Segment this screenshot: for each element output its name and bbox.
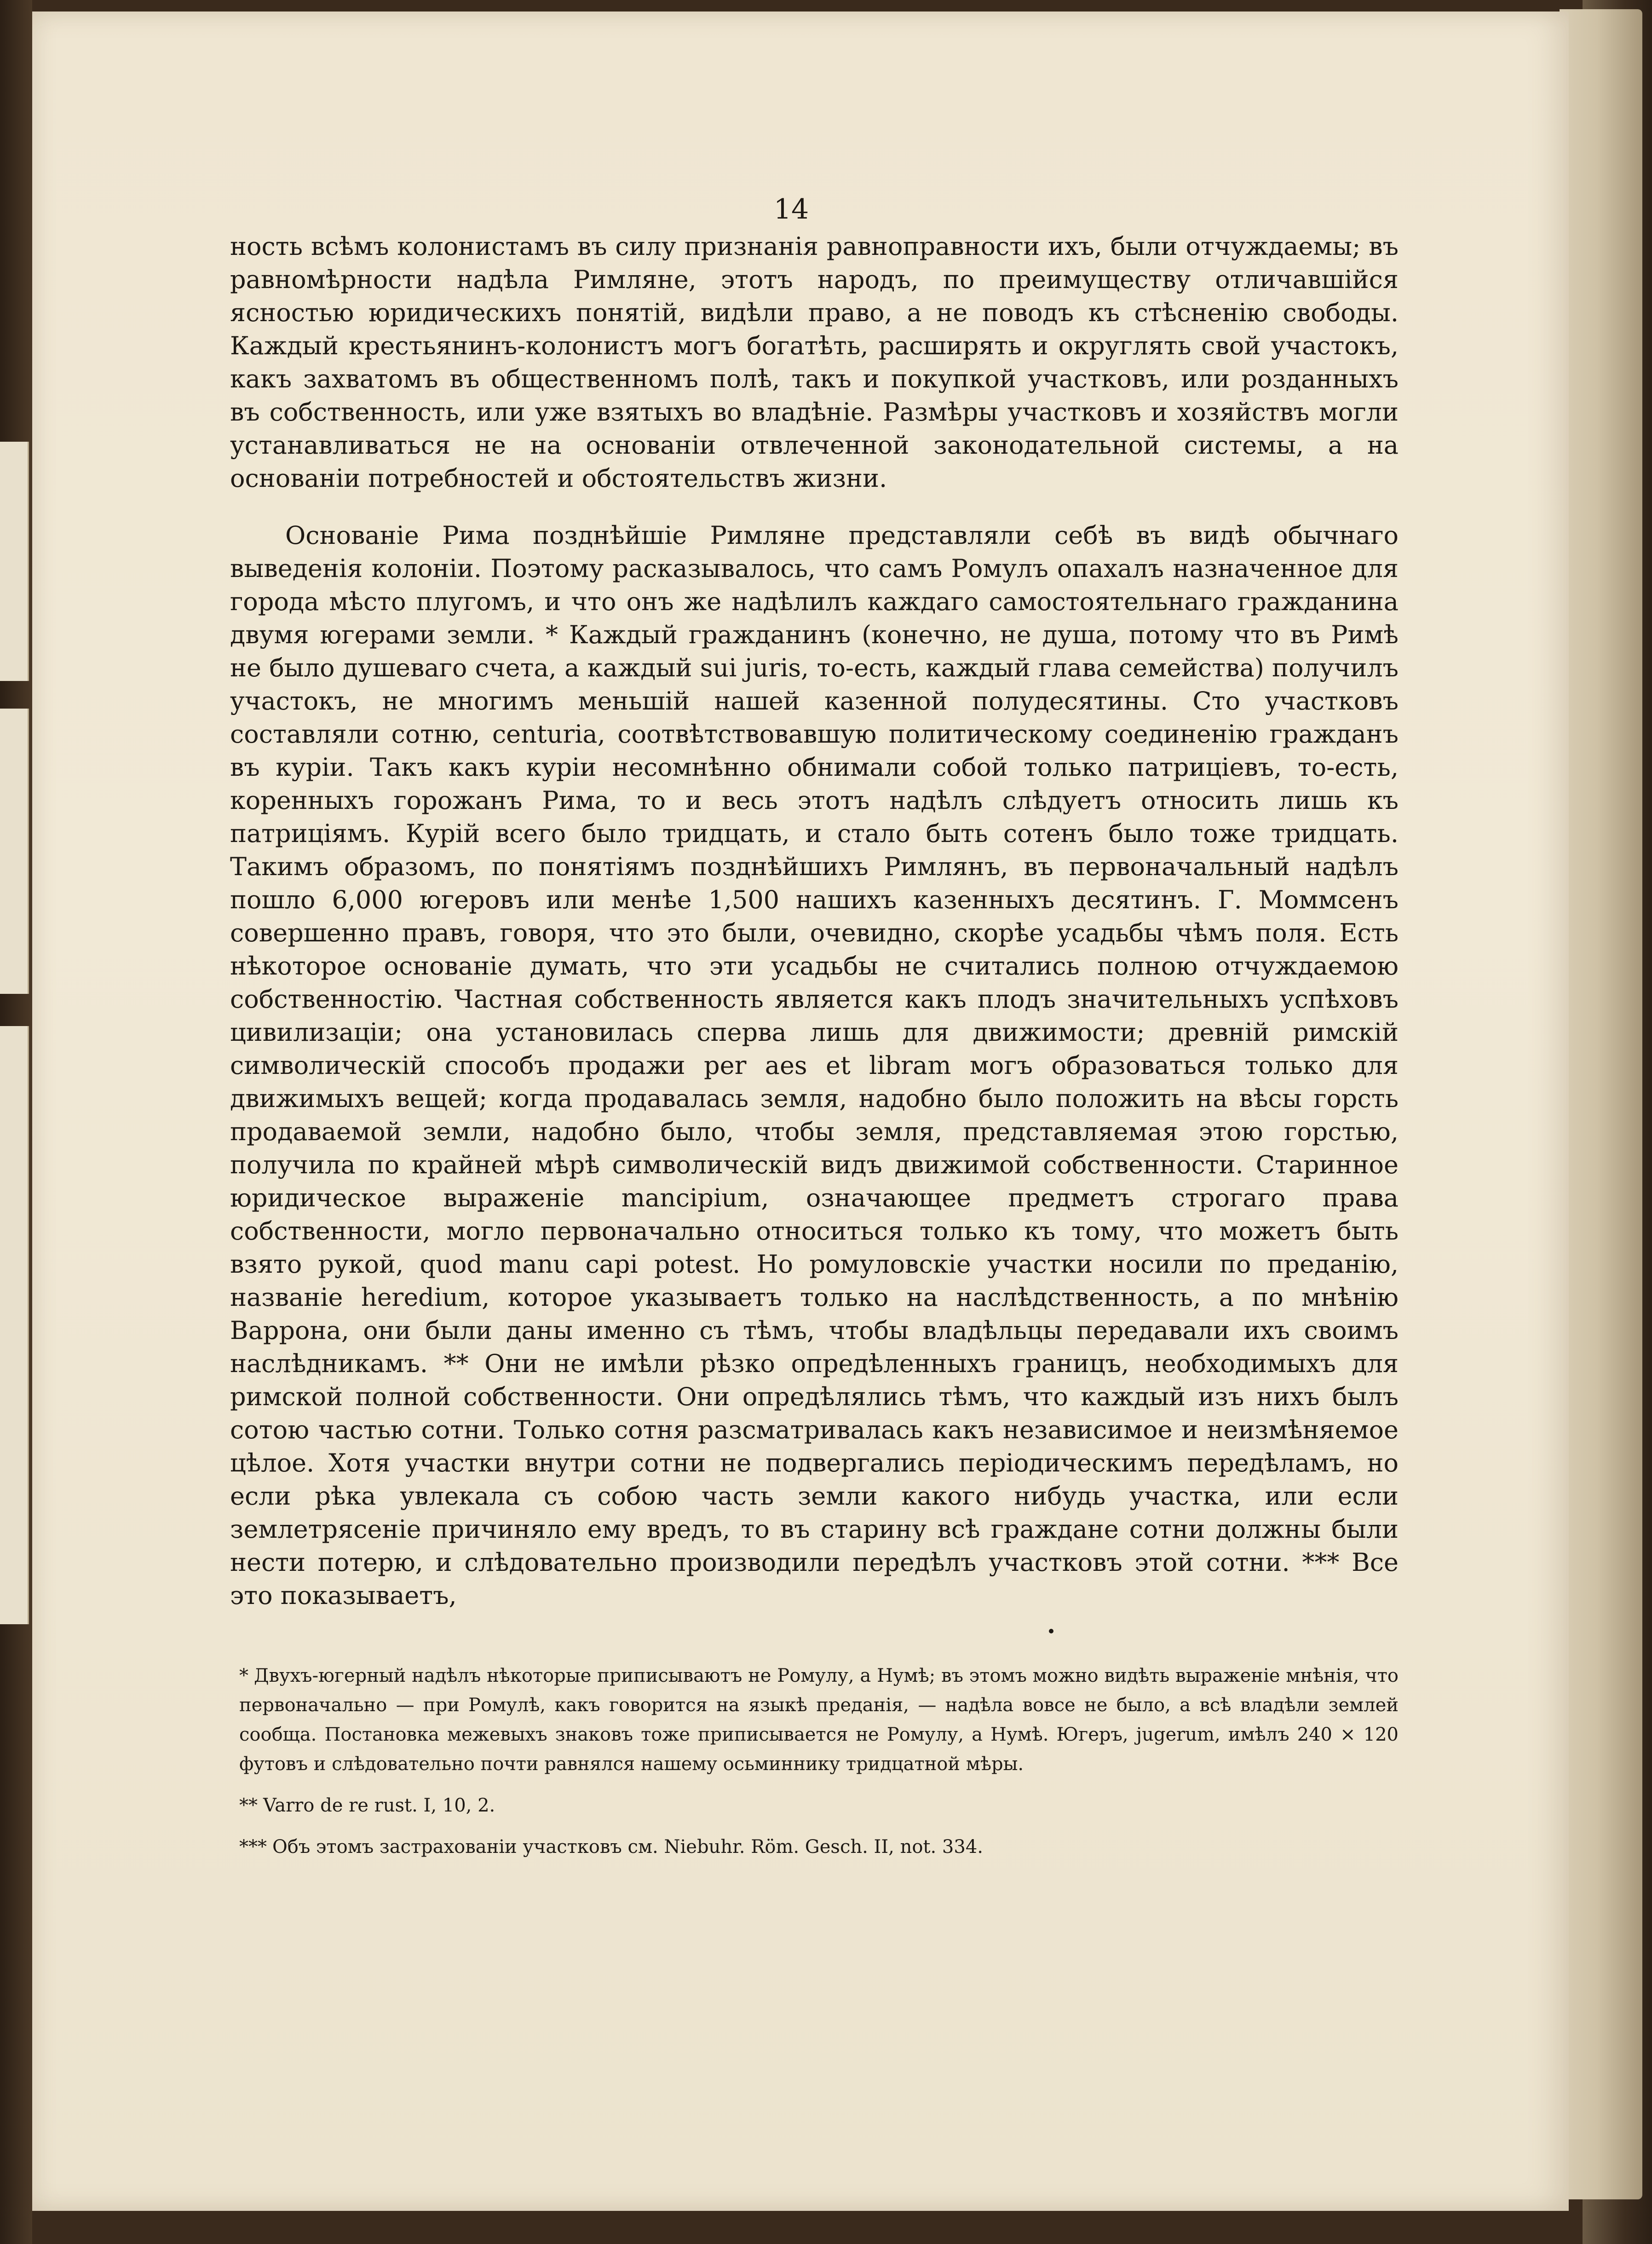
- main-text: [230, 230, 1399, 1612]
- paragraph: ность всѣмъ колонистамъ въ силу признанія равноправности ихъ, были отчуждаемы; въ равномѣрности надѣла Римляне, этотъ народъ, по преимуществу отличавшійся ясностью юридическихъ понятій, видѣли право, а не поводъ къ стѣсненію свободы. Каждый крестьянинъ-колонистъ могъ богатѣть, расширять и округлять свой участокъ, какъ захватомъ въ общественномъ полѣ, такъ и покупкой участковъ, или розданныхъ въ собственность, или уже взятыхъ во владѣніе. Размѣры участковъ и хозяйствъ могли устанавливаться не на основаніи отвлеченной законодательной системы, а на основаніи потребностей и обстоятельствъ жизни.: [230, 232, 1399, 493]
- footnote-marker: *: [239, 1665, 248, 1686]
- footnote: [239, 1832, 1399, 1862]
- footnotes: [239, 1661, 1399, 1874]
- footnote-text: Объ этомъ застрахованіи участковъ см. Niebuhr. Röm. Gesch. II, not. 334.: [272, 1836, 983, 1858]
- paper-tab: [0, 1026, 29, 1624]
- footnote-text: Varro de re rust. I, 10, 2.: [263, 1795, 495, 1816]
- underlying-pages: [1560, 9, 1642, 2199]
- paper-tab: [0, 709, 29, 994]
- separator-dot: [1049, 1629, 1053, 1633]
- footnote-text: Двухъ-югерный надѣлъ нѣкоторые приписываютъ не Ромулу, а Нумѣ; въ этомъ можно видѣть выраженіе мнѣнія, что первоначально — при Ромулѣ, какъ говорится на языкѣ преданія, — надѣла вовсе не было, а всѣ владѣли землей сообща. Постановка межевыхъ знаковъ тоже приписывается не Ромулу, а Нумѣ. Югеръ, jugerum, имѣлъ 240 × 120 футовъ и слѣдовательно почти равнялся нашему осьминнику тридцатной мѣры.: [239, 1665, 1399, 1775]
- paper-tab: [0, 442, 29, 681]
- footnote-marker: **: [239, 1795, 258, 1816]
- footnote: [239, 1661, 1399, 1779]
- paragraph: Основаніе Рима позднѣйшіе Римляне представляли себѣ въ видѣ обычнаго выведенія колоніи. Поэтому расказывалось, что самъ Ромулъ опахалъ назначенное для города мѣсто плугомъ, и что онъ же надѣлилъ каждаго самостоятельнаго гражданина двумя югерами земли. * Каждый гражданинъ (конечно, не душа, потому что въ Римѣ не было душеваго счета, а каждый sui juris, то-есть, каждый глава семейства) получилъ участокъ, не многимъ меньшій нашей казенной полудесятины. Сто участковъ составляли сотню, centuria, соотвѣтствовавшую политическому соединенію гражданъ въ куріи. Такъ какъ куріи несомнѣнно обнимали собой только патриціевъ, то-есть, коренныхъ горожанъ Рима, то и весь этотъ надѣлъ слѣдуетъ относить лишь къ патриціямъ. Курій всего было тридцать, и стало быть сотенъ было тоже тридцать. Такимъ образомъ, по понятіямъ позднѣйшихъ Римлянъ, въ первоначальный надѣлъ пошло 6,000 югеровъ или менѣе 1,500 нашихъ казенныхъ десятинъ. Г. Моммсенъ совершенно правъ, говоря, что это были, очевидно, скорѣе усадьбы чѣмъ поля. Есть нѣкоторое основаніе думать, что эти усадьбы не считались полною отчуждаемою собственностію. Частная собственность является какъ плодъ значительныхъ успѣховъ цивилизаціи; она установилась сперва лишь для движимости; древній римскій символическій способъ продажи per aes et libram могъ образоваться только для движимыхъ вещей; когда продавалась земля, надобно было положить на вѣсы горсть продаваемой земли, надобно было, чтобы земля, представляемая этою горстью, получила по крайней мѣрѣ символическій видъ движимой собственности. Старинное юридическое выраженіе mancipium, означающее предметъ строгаго права собственности, могло первоначально относиться только къ тому, что можетъ быть взято рукой, quod manu capi potest. Но ромуловскіе участки носили по преданію, названіе heredium, которое указываетъ только на наслѣдственность, а по мнѣнію Варрона, они были даны именно съ тѣмъ, чтобы владѣльцы передавали ихъ своимъ наслѣдникамъ. ** Они не имѣли рѣзко опредѣленныхъ границъ, необходимыхъ для римской полной собственности. Они опредѣлялись тѣмъ, что каждый изъ нихъ былъ сотою частью сотни. Только сотня разсматривалась какъ независимое и неизмѣняемое цѣлое. Хотя участки внутри сотни не подвергались періодическимъ передѣламъ, но если рѣка увлекала съ собою часть земли какого нибудь участка, или если землетрясеніе причиняло ему вредъ, то въ старину всѣ граждане сотни должны были нести потерю, и слѣдовательно производили передѣлъ участковъ этой сотни. *** Все это показываетъ,: [230, 521, 1399, 1610]
- footnote-marker: ***: [239, 1836, 267, 1858]
- page-number: 14: [773, 193, 809, 225]
- footnote: [239, 1791, 1399, 1820]
